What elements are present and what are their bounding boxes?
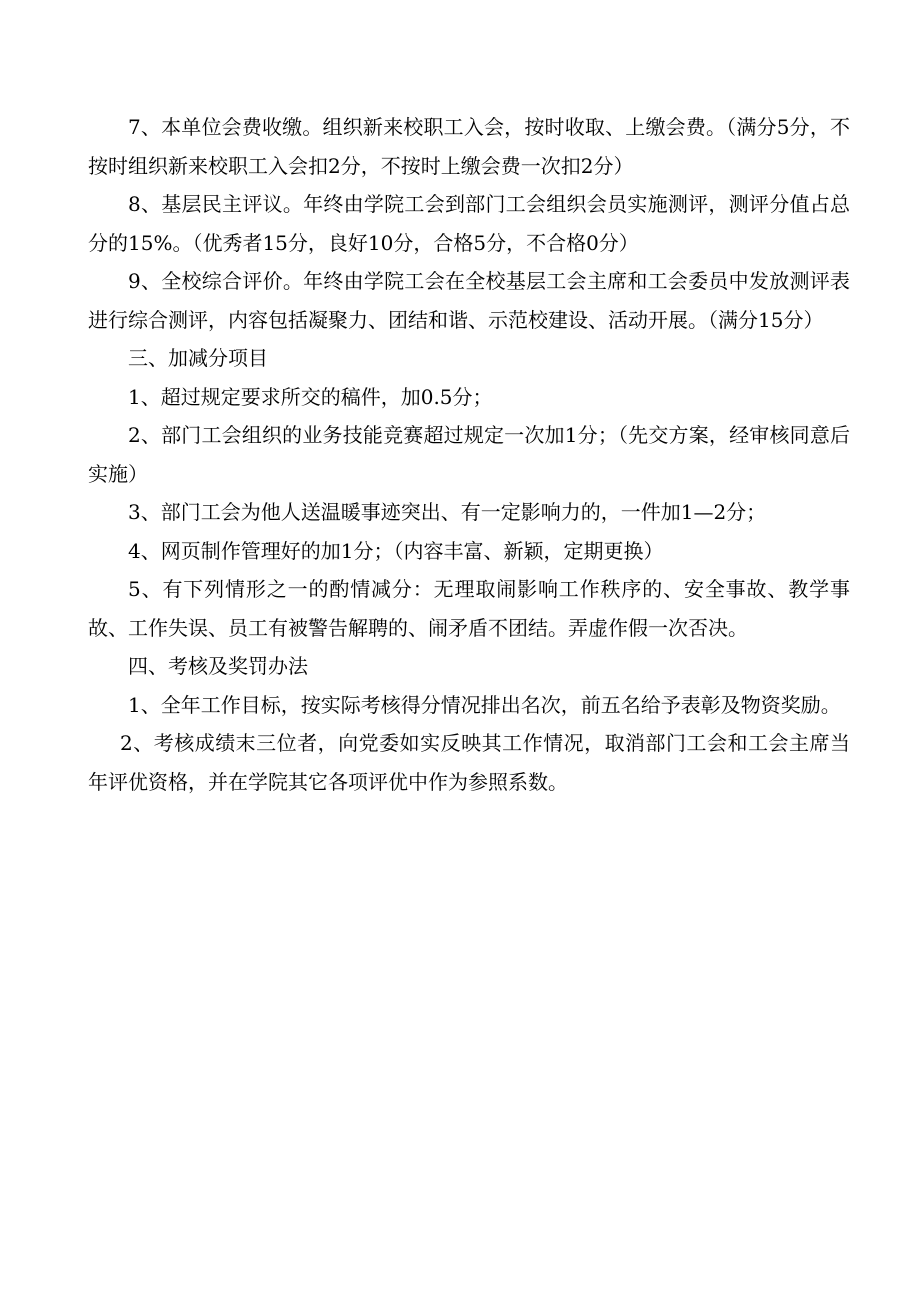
paragraph-deductions: 5、有下列情形之一的酌情减分：无理取闹影响工作秩序的、安全事故、教学事故、工作失误、员工有被警告解聘的、闹矛盾不团结。弄虚作假一次否决。 <box>88 577 850 640</box>
paragraph-bonus-competition: 2、部门工会组织的业务技能竞赛超过规定一次加1分；（先交方案，经审核同意后实施） <box>88 423 850 486</box>
paragraph-bonus-manuscripts: 1、超过规定要求所交的稿件，加0.5分； <box>128 384 493 409</box>
document-body <box>88 108 850 801</box>
paragraph-democratic-review: 8、基层民主评议。年终由学院工会到部门工会组织会员实施测评，测评分值占总分的15%。（优秀者15分，良好10分，合格5分，不合格0分） <box>88 192 850 255</box>
paragraph-bonus-webpage: 4、网页制作管理好的加1分；（内容丰富、新颖，定期更换） <box>128 538 664 563</box>
section-heading-bonus-deduction: 三、加减分项目 <box>128 346 268 370</box>
paragraph-dues-collection: 7、本单位会费收缴。组织新来校职工入会，按时收取、上缴会费。（满分5分，不按时组织新来校职工入会扣2分，不按时上缴会费一次扣2分） <box>88 115 850 178</box>
paragraph-school-evaluation: 9、全校综合评价。年终由学院工会在全校基层工会主席和工会委员中发放测评表进行综合测评，内容包括凝聚力、团结和谐、示范校建设、活动开展。（满分15分） <box>88 269 850 332</box>
paragraph-bottom-three: 2、考核成绩末三位者，向党委如实反映其工作情况，取消部门工会和工会主席当年评优资格，并在学院其它各项评优中作为参照系数。 <box>88 731 850 794</box>
paragraph-bonus-warmth: 3、部门工会为他人送温暖事迹突出、有一定影响力的，一件加1—2分； <box>128 500 767 524</box>
paragraph-annual-ranking: 1、全年工作目标，按实际考核得分情况排出名次，前五名给予表彰及物资奖励。 <box>128 692 841 717</box>
section-heading-assessment: 四、考核及奖罚办法 <box>128 654 308 678</box>
